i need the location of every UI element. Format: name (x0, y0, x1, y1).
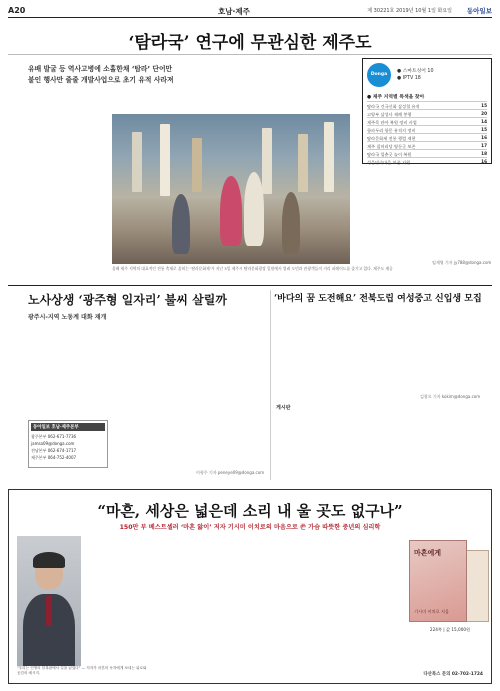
article1-headline: ‘탐라국’ 연구에 무관심한 제주도 (128, 33, 372, 53)
article2-byline: 이형주 기자 peneye09@donga.com (196, 470, 265, 475)
ad-body-col2 (171, 538, 249, 678)
infobox-mini1: ● 스마트싱어 10 (397, 69, 434, 74)
article1-byline: 임재영 기자 jy788@donga.com (432, 260, 492, 265)
section-title: 호남·제주 (218, 7, 250, 16)
article3-body-col2 (380, 308, 490, 392)
book-cover (409, 540, 467, 622)
portrait-caption: "우리는 인생의 한복판에서 길을 잃었다" — 저자가 마흔의 독자에게 보내는 위로와 공감의 메시지. (17, 666, 147, 676)
infobox-row: 탐라국 건국신화 삼성혈 유적 15 (367, 103, 487, 109)
program-infobox (362, 58, 492, 164)
banner-flag (132, 132, 142, 192)
infobox-title: ● 제주 지역별 특색을 찾아 (367, 95, 425, 100)
photo-caption: 올해 제주 지역의 대표적인 전통 축제로 꼽히는 ‘탐라문화제’가 지난 3일 제주시 탐라문화광장 일원에서 열려 도민과 관광객들이 거리 퍼레이드를 즐기고 있다. 제주도 제공 (112, 266, 393, 271)
book-advertisement (8, 489, 492, 684)
article1-body-col4 (430, 170, 492, 256)
article2-body-col1 (28, 322, 108, 416)
book-price: 224쪽 | 값 15,000원 (429, 627, 471, 632)
article3-headline: ‘바다의 꿈 도전해요’ 전북도립 여성중고 신입생 모집 (274, 294, 482, 304)
infobox-row: 고양부 삼성사 제례 봉행 20 (367, 111, 487, 117)
contact-box (28, 420, 108, 468)
infobox-mini2: ● IPTV 18 (397, 76, 421, 81)
infobox-row: 제주목 관아 복원 정비 사업 14 (367, 119, 487, 125)
newspaper-logo: 동아일보 (466, 7, 492, 15)
article3-byline: 김광오 기자 kokim@donga.com (420, 394, 481, 399)
infobox-row: 제주 칠머리당 영등굿 보존 17 (367, 143, 487, 149)
column-divider (270, 290, 271, 480)
article2-headline: 노사상생 ‘광주형 일자리’ 불씨 살릴까 (28, 293, 227, 307)
article2-body-col3 (196, 300, 266, 466)
ad-body-col1 (87, 538, 165, 666)
infobox-row: 항파두리 항몽 유적지 정비 15 (367, 127, 487, 133)
ad-body-col3 (255, 538, 327, 678)
performer (220, 176, 242, 246)
ad-headline: “마흔, 세상은 넓은데 소리 내 울 곳도 없구나” (97, 502, 403, 520)
contact-line: 제주본부 064-752-4007 (31, 455, 77, 460)
issue-date: 제 30221호 2019년 10월 1일 화요일 (367, 8, 452, 14)
notice-board-title: 게시판 (276, 405, 291, 411)
article1-body-col1 (28, 118, 106, 280)
article3-body-col1 (276, 308, 374, 392)
article1-lede: 유배 발굴 등 역사고병에 소홀한채 ‘탐라’ 단어만 붙인 행사만 줄줄 개발사업으로 초기 유적 사라져 (28, 65, 174, 84)
banner-flag (262, 128, 272, 194)
infobox-row: 탐라문화제 전통 행렬 재현 16 (367, 135, 487, 141)
book-title: 마흔에게 (414, 548, 442, 557)
banner-flag (160, 124, 170, 196)
banner-flag (324, 122, 334, 192)
page-number: A20 (8, 6, 26, 15)
festival-photo (112, 114, 350, 264)
article2-body-col2 (114, 322, 190, 474)
banner-flag (298, 134, 308, 192)
banner-flag (192, 138, 202, 192)
ad-subline: 150만 부 베스트셀러 ‘마흔 앓이’ 저자 기시미 이치로의 마음으로 쓴 가슴 따뜻한 중년의 심리학 (119, 524, 381, 531)
ad-body-col4 (333, 538, 403, 678)
infobox-row: 탐라국 입춘굿 놀이 복원 18 (367, 151, 487, 157)
notice-board-col1 (276, 414, 374, 478)
infobox-row: 성읍민속마을 보존 지원 16 (367, 159, 487, 165)
article2-subhead: 광주시-지역 노동계 대화 재개 (28, 314, 107, 321)
book-author: 기시미 이치로 지음 (414, 609, 450, 614)
contact-line: 광주본부 062-671-7736 (31, 434, 77, 439)
contact-line: jamsa09@donga.com (31, 441, 75, 446)
notice-board-col2 (380, 414, 490, 478)
performer (172, 194, 190, 254)
publisher: 다산북스 문의 02-702-1724 (423, 672, 483, 677)
performer (244, 172, 264, 246)
article1-body-col3 (362, 170, 424, 268)
section-divider (8, 285, 492, 286)
masthead (8, 4, 492, 18)
contact-box-title: 동아일보 호남·제주본부 (31, 423, 105, 431)
divider (8, 54, 492, 55)
performer (282, 192, 300, 254)
donga-logo-icon: Donga (367, 63, 391, 87)
author-portrait (17, 536, 81, 666)
contact-line: 전남본부 062-674-1717 (31, 448, 77, 453)
